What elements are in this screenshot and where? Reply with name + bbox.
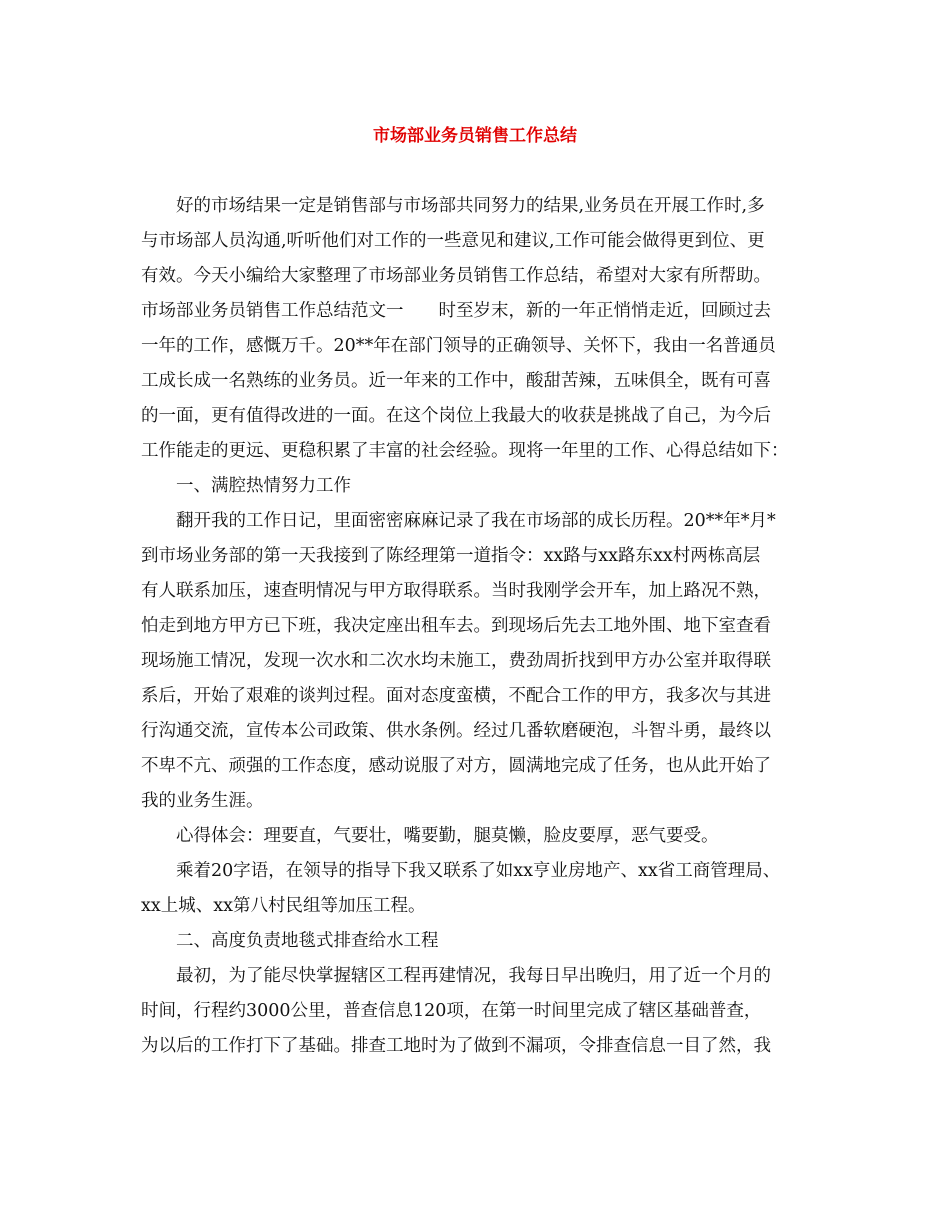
paragraph-line: 有效。今天小编给大家整理了市场部业务员销售工作总结，希望对大家有所帮助。 [141, 266, 771, 286]
paragraph-line: 我的业务生涯。 [141, 791, 264, 811]
section-heading: 二、高度负责地毯式排查给水工程 [176, 931, 439, 951]
paragraph-line: 好的市场结果一定是销售部与市场部共同努力的结果,业务员在开展工作时,多 [176, 196, 765, 216]
paragraph-line: 到市场业务部的第一天我接到了陈经理第一道指令：xx路与xx路东xx村两栋高层 [141, 546, 761, 566]
paragraph-line: 时间，行程约3000公里，普查信息120项，在第一时间里完成了辖区基础普查， [141, 1001, 762, 1021]
paragraph-line: 行沟通交流，宣传本公司政策、供水条例。经过几番软磨硬泡，斗智斗勇，最终以 [141, 721, 771, 741]
paragraph-line: 心得体会：理要直，气要壮，嘴要勤，腿莫懒，脸皮要厚，恶气要受。 [176, 826, 719, 846]
paragraph-line: 翻开我的工作日记，里面密密麻麻记录了我在市场部的成长历程。20**年*月* [176, 511, 776, 531]
paragraph-line: 最初，为了能尽快掌握辖区工程再建情况，我每日早出晚归，用了近一个月的 [176, 966, 771, 986]
paragraph-line: 工作能走的更远、更稳积累了丰富的社会经验。现将一年里的工作、心得总结如下： [141, 441, 789, 461]
paragraph-line: 乘着20字语，在领导的指导下我又联系了如xx亨业房地产、xx省工商管理局、 [176, 861, 781, 881]
paragraph-line: xx上城、xx第八村民组等加压工程。 [141, 896, 426, 916]
paragraph-line: 与市场部人员沟通,听听他们对工作的一些意见和建议,工作可能会做得更到位、更 [141, 231, 765, 251]
paragraph-line: 现场施工情况，发现一次水和二次水均未施工，费劲周折找到甲方办公室并取得联 [141, 651, 771, 671]
paragraph-line: 的一面，更有值得改进的一面。在这个岗位上我最大的收获是挑战了自己，为今后 [141, 406, 771, 426]
paragraph-line: 为以后的工作打下了基础。排查工地时为了做到不漏项，令排查信息一目了然，我 [141, 1036, 771, 1056]
section-heading: 一、满腔热情努力工作 [176, 476, 351, 496]
paragraph-line: 一年的工作，感慨万千。20**年在部门领导的正确领导、关怀下，我由一名普通员 [141, 336, 776, 356]
paragraph-line: 系后，开始了艰难的谈判过程。面对态度蛮横，不配合工作的甲方，我多次与其进 [141, 686, 771, 706]
paragraph-line: 不卑不亢、顽强的工作态度，感动说服了对方，圆满地完成了任务，也从此开始了 [141, 756, 771, 776]
paragraph-line: 工成长成一名熟练的业务员。近一年来的工作中，酸甜苦辣，五味俱全，既有可喜 [141, 371, 771, 391]
paragraph-line: 市场部业务员销售工作总结范文一 时至岁末，新的一年正悄悄走近，回顾过去 [141, 301, 771, 321]
paragraph-line: 有人联系加压，速查明情况与甲方取得联系。当时我刚学会开车，加上路况不熟， [141, 581, 771, 601]
paragraph-line: 怕走到地方甲方已下班，我决定座出租车去。到现场后先去工地外围、地下室查看 [141, 616, 771, 636]
document-title: 市场部业务员销售工作总结 [373, 126, 577, 146]
